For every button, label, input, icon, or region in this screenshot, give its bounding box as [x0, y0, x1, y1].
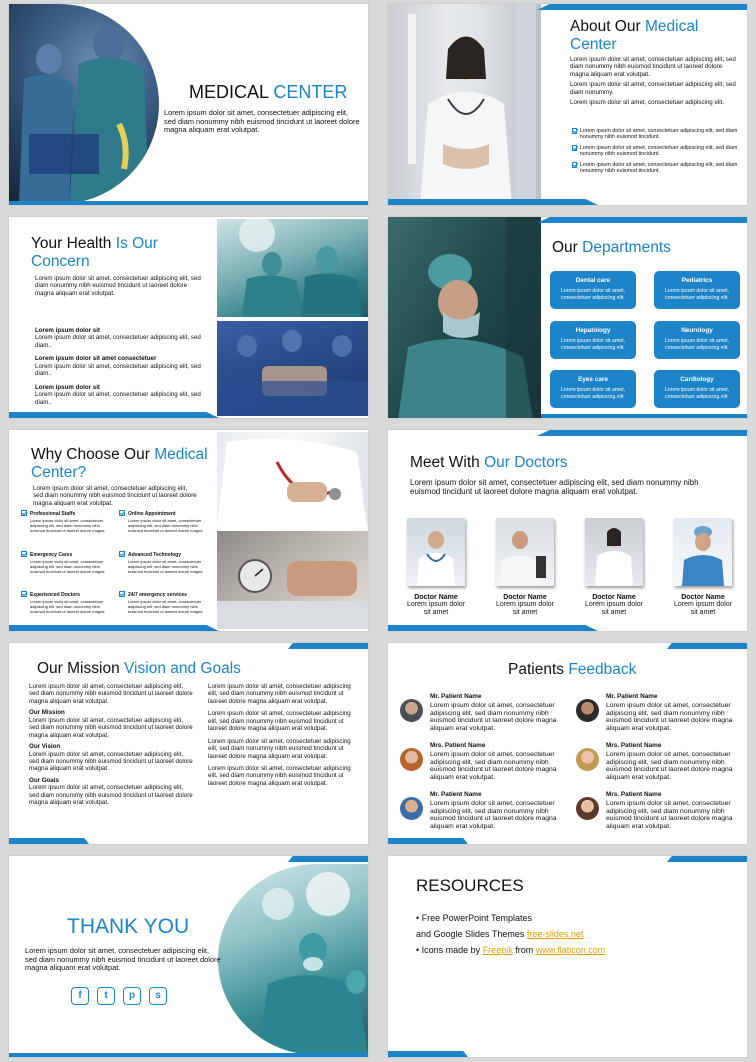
title-part: Patients — [508, 661, 569, 678]
slide5-title — [31, 446, 211, 482]
freepik-link[interactable]: Freepik — [482, 944, 513, 955]
feature-text: Lorem ipsum dolor sit amet, consectetuer adipiscing elit, sed diam nonummy nibh euismod tincidunt ut laoreet dolore magna — [128, 518, 203, 533]
nurse-photo — [388, 4, 541, 206]
slide1-body: Lorem ipsum dolor sit amet, consectetuer adipiscing elit, sed diam nonummy nibh euismod tincidunt ut laoreet dolore magna aliquam erat volutpat. — [164, 108, 360, 135]
check-text: Lorem ipsum dolor sit amet, consectetuer adipiscing elit, sed diam nonummy nibh euismod tincidunt. — [579, 128, 738, 141]
feature-name: Emergency Cares — [30, 552, 73, 558]
check-icon — [119, 551, 125, 557]
dept-desc: Lorem ipsum dolor sit amet, consectetuer adipiscing elit. — [664, 288, 729, 301]
slide3-title — [31, 235, 181, 271]
feature-professional-staffs — [21, 510, 113, 533]
dept-desc: Lorem ipsum dolor sit amet, consectetuer adipiscing elit. — [664, 387, 729, 400]
feature-text: Lorem ipsum dolor sit amet, consectetuer adipiscing elit, sed diam nonummy nibh euismod tincidunt ut laoreet dolore magna — [128, 599, 203, 614]
patient-name: Mrs. Patient Name — [606, 742, 662, 749]
feature-heading — [119, 510, 211, 517]
dept-eyes-care[interactable] — [550, 370, 636, 408]
item-text: Lorem ipsum dolor sit amet, consectetuer adipiscing elit, sed diam.. — [35, 362, 201, 378]
twitter-icon[interactable]: t — [97, 987, 115, 1005]
surgeon-illustration — [388, 217, 541, 419]
patient-avatar — [576, 699, 599, 722]
check-item — [572, 162, 742, 175]
skype-icon[interactable]: s — [149, 987, 167, 1005]
feature-heading — [21, 510, 113, 517]
doctor-desc: Lorem ipsum dolor sit amet — [674, 601, 732, 617]
item-text: Lorem ipsum dolor sit amet, consectetuer adipiscing elit, sed diam.. — [35, 334, 201, 349]
item-heading: Lorem ipsum dolor sit — [35, 327, 100, 334]
doctor-photo — [407, 518, 465, 586]
doctor-desc: Lorem ipsum dolor sit amet — [585, 601, 643, 617]
operating-theatre-photo — [218, 864, 369, 1055]
section-text: Lorem ipsum dolor sit amet, consectetuer adipiscing elit, sed diam nonummy nibh euismod tincidunt ut laoreet dolore magna aliquam erat volutpat. — [29, 784, 193, 807]
doctor-card[interactable] — [582, 518, 646, 617]
feature-name: Online Appointment — [128, 511, 176, 517]
feature-experienced-doctors — [21, 591, 113, 614]
patient-feedback: Lorem ipsum dolor sit amet, consectetuer adipiscing elit, sed diam nonummy nibh euismod tincidunt ut laoreet dolore magna aliquam erat volutpat. — [606, 702, 733, 732]
feature-name: Professional Staffs — [30, 511, 76, 517]
dept-name: Eyes care — [578, 376, 608, 383]
accent-bar-top — [288, 856, 368, 862]
check-icon — [119, 510, 125, 516]
dept-name: Pediatrics — [681, 277, 713, 284]
check-item — [572, 128, 742, 141]
slide2-checklist — [572, 128, 742, 175]
dept-name: Neurology — [681, 327, 713, 334]
feature-name: Advanced Technology — [128, 552, 181, 558]
accent-bar-bottom — [9, 625, 219, 631]
accent-bar-bottom — [9, 838, 89, 844]
dept-desc: Lorem ipsum dolor sit amet, consectetuer adipiscing elit. — [560, 387, 625, 400]
title-highlight: Departments — [582, 239, 671, 256]
item-text: Lorem ipsum dolor sit amet, consectetuer adipiscing elit, sed diam.. — [35, 391, 201, 406]
item-heading: Lorem ipsum dolor sit — [35, 383, 100, 391]
section-heading: Our Vision — [29, 743, 61, 751]
resource-line — [416, 927, 605, 943]
patient-avatar — [576, 748, 599, 771]
doctor-name: Doctor Name — [503, 594, 547, 601]
doctor-desc: Lorem ipsum dolor sit amet — [496, 601, 554, 617]
patient-name: Mrs. Patient Name — [606, 791, 662, 798]
patient-feedback: Lorem ipsum dolor sit amet, consectetuer adipiscing elit, sed diam nonummy nibh euismod tincidunt ut laoreet dolore magna aliquam erat volutpat. — [430, 800, 557, 830]
operating-room-photo — [217, 219, 369, 317]
slide2-title — [570, 18, 740, 54]
feature-name: 24/7 emergency services — [128, 592, 187, 598]
feature-online-appointment — [119, 510, 211, 533]
surgery-photo — [217, 321, 369, 416]
patient-feedback: Lorem ipsum dolor sit amet, consectetuer adipiscing elit, sed diam nonummy nibh euismod tincidunt ut laoreet dolore magna aliquam erat volutpat. — [606, 800, 733, 830]
patient-feedback: Lorem ipsum dolor sit amet, consectetuer adipiscing elit, sed diam nonummy nibh euismod tincidunt ut laoreet dolore magna aliquam erat volutpat. — [606, 751, 733, 781]
operating-theatre-illustration — [218, 864, 369, 1055]
check-icon — [572, 128, 577, 134]
resource-line — [416, 943, 605, 959]
title-highlight: Feedback — [568, 661, 637, 678]
feature-emergency-services — [119, 591, 211, 614]
slide5-body: Lorem ipsum dolor sit amet, consectetuer adipiscing elit, sed diam nonummy nibh euismod tincidunt ut laoreet dolore magna aliquam erat volutpat. — [33, 485, 197, 507]
slide-mission[interactable] — [8, 642, 369, 845]
feature-text: Lorem ipsum dolor sit amet, consectetuer adipiscing elit, sed diam nonummy nibh euismod tincidunt ut laoreet dolore magna — [128, 559, 203, 574]
doctor-name: Doctor Name — [681, 594, 725, 601]
section-text: Lorem ipsum dolor sit amet, consectetuer adipiscing elit, sed diam nonummy nibh euismod tincidunt ut laoreet dolore magna aliquam erat volutpat. — [29, 750, 193, 773]
section-heading: Our Goals — [29, 776, 59, 784]
dept-cardiology[interactable] — [654, 370, 740, 408]
resource-line: • Free PowerPoint Templates — [416, 913, 533, 923]
paragraph: Lorem ipsum dolor sit amet, consectetuer adipiscing elit, sed diam nonummy nibh euismod tincidunt ut laoreet dolore magna aliquam erat volutpat. — [570, 56, 736, 78]
doctor-illustration — [407, 518, 465, 586]
doctor-name: Doctor Name — [592, 594, 636, 601]
patient-avatar — [400, 797, 423, 820]
slide-doctors[interactable] — [387, 429, 748, 632]
patient-name: Mr. Patient Name — [430, 693, 482, 700]
slide-thank-you[interactable] — [8, 855, 369, 1058]
accent-bar-bottom — [388, 838, 468, 844]
feature-heading — [21, 551, 113, 558]
operating-illustration — [217, 219, 369, 317]
resource-text: from — [512, 944, 536, 955]
free-slides-link[interactable]: free-slides.net — [526, 928, 584, 939]
mission-left-column — [29, 683, 194, 807]
slide8-title — [508, 661, 636, 679]
check-icon — [21, 591, 27, 597]
accent-bar-top — [667, 643, 747, 649]
slide6-title — [410, 454, 568, 472]
slide3-body: Lorem ipsum dolor sit amet, consectetuer adipiscing elit, sed diam nonummy nibh euismod tincidunt ut laoreet dolore magna aliquam erat volutpat. — [35, 275, 201, 297]
flaticon-link[interactable]: www.flaticon.com — [535, 944, 606, 955]
accent-bar-top — [667, 856, 747, 862]
doctor-illustration — [674, 518, 732, 586]
section-text: Lorem ipsum dolor sit amet, consectetuer adipiscing elit, sed diam nonummy nibh euismod tincidunt ut laoreet dolore magna aliquam erat volutpat. — [29, 716, 193, 739]
accent-bar-bottom — [388, 625, 598, 631]
feature-text: Lorem ipsum dolor sit amet, consectetuer adipiscing elit, sed diam nonummy nibh euismod tincidunt ut laoreet dolore magna — [30, 599, 105, 614]
resource-text: • Icons made by — [416, 944, 483, 955]
dept-dental-care[interactable] — [550, 271, 636, 309]
patient-avatar — [400, 699, 423, 722]
patient-name: Mrs. Patient Name — [430, 742, 486, 749]
feature-emergency-cares — [21, 551, 113, 574]
slide7-title — [37, 660, 241, 678]
patient-name: Mr. Patient Name — [430, 791, 482, 798]
title-part: Meet With — [410, 454, 485, 471]
title-highlight: Medical Center — [570, 18, 699, 53]
doctor-name: Doctor Name — [414, 594, 458, 601]
check-icon — [21, 551, 27, 557]
patient-feedback: Lorem ipsum dolor sit amet, consectetuer adipiscing elit, sed diam nonummy nibh euismod tincidunt ut laoreet dolore magna aliquam erat volutpat. — [430, 702, 557, 732]
accent-bar-bottom — [9, 412, 219, 418]
facebook-icon[interactable]: f — [71, 987, 89, 1005]
dept-name: Hepatology — [575, 327, 611, 334]
slide-resources[interactable] — [387, 855, 748, 1058]
slide3-items — [35, 327, 205, 406]
dept-neurology[interactable] — [654, 321, 740, 359]
title-part: Our — [552, 239, 583, 256]
title-part: MEDICAL — [189, 82, 274, 102]
doctor-illustration — [585, 518, 643, 586]
nurse-illustration — [388, 4, 541, 206]
doctor-card[interactable] — [671, 518, 735, 617]
dept-desc: Lorem ipsum dolor sit amet, consectetuer adipiscing elit. — [560, 338, 625, 351]
accent-bar-top — [537, 430, 747, 436]
accent-bar-bottom — [541, 414, 747, 418]
dept-desc: Lorem ipsum dolor sit amet, consectetuer adipiscing elit. — [560, 288, 625, 301]
slide1-title — [189, 82, 347, 103]
doctor-card[interactable] — [493, 518, 557, 617]
patient-avatar — [400, 748, 423, 771]
paragraph: Lorem ipsum dolor sit amet, consectetuer adipiscing elit, sed diam nonummy nibh euismod tincidunt ut laoreet dolore magna aliquam erat volutpat. — [208, 710, 351, 733]
surgery-team-photo — [9, 4, 159, 204]
thank-you-title: THANK YOU — [67, 915, 190, 938]
accent-bar-top — [537, 217, 747, 223]
accent-bar-top — [288, 643, 368, 649]
accent-bar — [9, 201, 368, 205]
paragraph: Lorem ipsum dolor sit amet, consectetuer adipiscing elit, sed diam nonummy nibh euismod tincidunt ut laoreet dolore magna aliquam erat volutpat. — [208, 683, 351, 705]
surgery-team-illustration — [217, 321, 369, 416]
check-icon — [21, 510, 27, 516]
stethoscope-illustration — [217, 432, 369, 527]
paragraph: Lorem ipsum dolor sit amet, consectetuer adipiscing elit, sed diam nonummy nibh euismod tincidunt ut laoreet dolore magna aliquam erat volutpat. — [208, 764, 351, 787]
check-icon — [119, 591, 125, 597]
doctor-photo — [496, 518, 554, 586]
item-heading: Lorem ipsum dolor sit amet consectetuer — [35, 355, 157, 363]
feature-heading — [119, 551, 211, 558]
resource-text: and Google Slides Themes — [416, 928, 527, 939]
pinterest-icon[interactable]: p — [123, 987, 141, 1005]
dept-hepatology[interactable] — [550, 321, 636, 359]
surgeon-photo — [388, 217, 541, 419]
feature-advanced-technology — [119, 551, 211, 574]
check-text: Lorem ipsum dolor sit amet, consectetuer adipiscing elit, sed diam nonummy nibh euismod tincidunt. — [579, 144, 738, 158]
doctor-photo — [674, 518, 732, 586]
slide-your-health[interactable] — [8, 216, 369, 419]
resources-title: RESOURCES — [416, 876, 524, 895]
intro-text: Lorem ipsum dolor sit amet, consectetuer adipiscing elit, sed diam nonummy nibh euismod tincidunt ut laoreet dolore magna aliquam erat volutpat. — [29, 683, 193, 705]
patient-avatar — [576, 797, 599, 820]
slide-about[interactable] — [387, 3, 748, 206]
title-highlight: Medical Center? — [31, 446, 208, 481]
slide9-body: Lorem ipsum dolor sit amet, consectetuer adipiscing elit, sed diam nonummy nibh euismod tincidunt ut laoreet dolore magna aliquam erat volutpat. — [25, 946, 221, 973]
check-icon — [572, 162, 577, 168]
feature-text: Lorem ipsum dolor sit amet, consectetuer adipiscing elit, sed diam nonummy nibh euismod tincidunt ut laoreet dolore magna — [30, 559, 105, 574]
paragraph: Lorem ipsum dolor sit amet, consectetuer adipiscing elit. — [570, 99, 725, 107]
slide-departments[interactable] — [387, 216, 748, 419]
title-part: Why Choose Our — [31, 446, 155, 463]
slide2-paragraphs — [570, 56, 742, 107]
paragraph: Lorem ipsum dolor sit amet, consectetuer adipiscing elit, sed diam nonummy nibh euismod tincidunt ut laoreet dolore magna aliquam erat volutpat. — [208, 737, 351, 760]
slide4-title — [552, 239, 671, 257]
title-highlight: Vision and Goals — [124, 660, 241, 677]
check-text: Lorem ipsum dolor sit amet, consectetuer adipiscing elit, sed diam nonummy nibh euismod tincidunt. — [579, 161, 738, 175]
feature-heading — [119, 591, 211, 598]
resources-list — [416, 911, 605, 958]
slide-why-choose[interactable] — [8, 429, 369, 632]
check-item — [572, 145, 742, 158]
dept-desc: Lorem ipsum dolor sit amet, consectetuer adipiscing elit. — [664, 338, 729, 351]
slide6-body: Lorem ipsum dolor sit amet, consectetuer adipiscing elit, sed diam nonummy nibh euismod tincidunt ut laoreet dolore magna aliquam erat volutpat. — [410, 478, 699, 497]
feature-name: Experienced Doctors — [30, 592, 81, 598]
check-icon — [572, 145, 577, 151]
slide-medical-center[interactable] — [8, 3, 369, 206]
doctor-card[interactable] — [404, 518, 468, 617]
surgery-illustration — [9, 4, 159, 204]
dept-name: Dental care — [575, 277, 611, 284]
title-part: Your Health — [31, 235, 116, 252]
accent-bar-bottom — [388, 199, 598, 205]
patient-name: Mr. Patient Name — [606, 693, 658, 700]
mission-right-column — [208, 683, 360, 787]
feature-heading — [21, 591, 113, 598]
accent-bar-top — [537, 4, 747, 10]
accent-bar-bottom — [9, 1053, 368, 1057]
doctor-illustration — [496, 518, 554, 586]
paragraph: Lorem ipsum dolor sit amet, consectetuer adipiscing elit, sed diam nonummy. — [570, 81, 736, 96]
feature-text: Lorem ipsum dolor sit amet, consectetuer adipiscing elit, sed diam nonummy nibh euismod tincidunt ut laoreet dolore magna — [30, 518, 105, 533]
blood-pressure-illustration — [217, 531, 369, 629]
title-highlight: Is Our Concern — [31, 235, 158, 270]
doctor-photo — [585, 518, 643, 586]
slide-feedback[interactable] — [387, 642, 748, 845]
title-part: Our Mission — [37, 660, 124, 677]
section-heading: Our Mission — [29, 709, 65, 717]
dept-pediatrics[interactable] — [654, 271, 740, 309]
blood-pressure-photo — [217, 531, 369, 629]
title-highlight: CENTER — [273, 82, 348, 102]
doctor-stethoscope-photo — [217, 432, 369, 527]
title-part: About Our — [570, 18, 645, 35]
accent-bar-bottom — [388, 1051, 468, 1057]
patient-feedback: Lorem ipsum dolor sit amet, consectetuer adipiscing elit, sed diam nonummy nibh euismod tincidunt ut laoreet dolore magna aliquam erat volutpat. — [430, 751, 557, 781]
title-highlight: Our Doctors — [484, 454, 568, 471]
doctor-desc: Lorem ipsum dolor sit amet — [407, 601, 465, 617]
dept-name: Cardiology — [680, 376, 714, 383]
